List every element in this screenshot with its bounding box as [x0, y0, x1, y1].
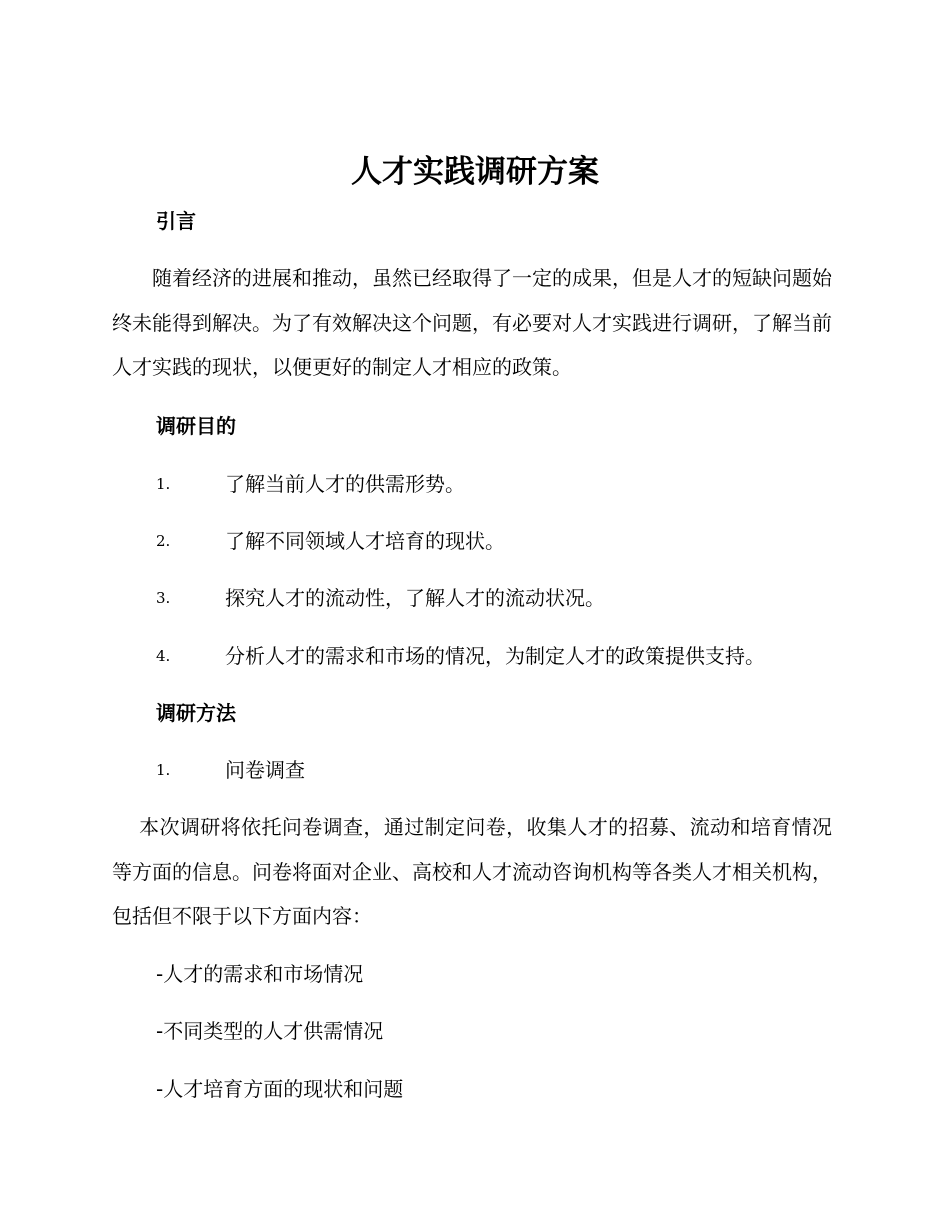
list-number: 2. [156, 532, 171, 550]
bullet-item: -不同类型的人才供需情况 [156, 1019, 384, 1043]
list-number: 4. [156, 647, 171, 665]
intro-paragraph: 随着经济的进展和推动，虽然已经取得了一定的成果，但是人才的短缺问题始终未能得到解决。为了有效解决这个问题，有必要对人才实践进行调研，了解当前人才实践的现状，以便更好的制定人才相应的政策。 [112, 266, 832, 379]
bullet-item: -人才的需求和市场情况 [156, 962, 364, 986]
list-text: 分析人才的需求和市场的情况，为制定人才的政策提供支持。 [225, 644, 765, 668]
bullet-item: -人才培育方面的现状和问题 [156, 1077, 404, 1101]
list-text: 问卷调查 [225, 758, 305, 782]
method-paragraph: 本次调研将依托问卷调查，通过制定问卷，收集人才的招募、流动和培育情况等方面的信息。问卷将面对企业、高校和人才流动咨询机构等各类人才相关机构，包括但不限于以下方面内容： [112, 815, 832, 928]
list-text: 探究人才的流动性，了解人才的流动状况。 [225, 586, 605, 610]
list-text: 了解当前人才的供需形势。 [225, 472, 465, 496]
document-title: 人才实践调研方案 [351, 154, 599, 190]
list-number: 1. [156, 761, 171, 779]
list-number: 1. [156, 475, 171, 493]
section-heading-method: 调研方法 [156, 701, 236, 725]
list-number: 3. [156, 589, 171, 607]
section-heading-intro: 引言 [156, 209, 196, 233]
list-text: 了解不同领域人才培育的现状。 [225, 529, 505, 553]
section-heading-purpose: 调研目的 [156, 414, 236, 438]
